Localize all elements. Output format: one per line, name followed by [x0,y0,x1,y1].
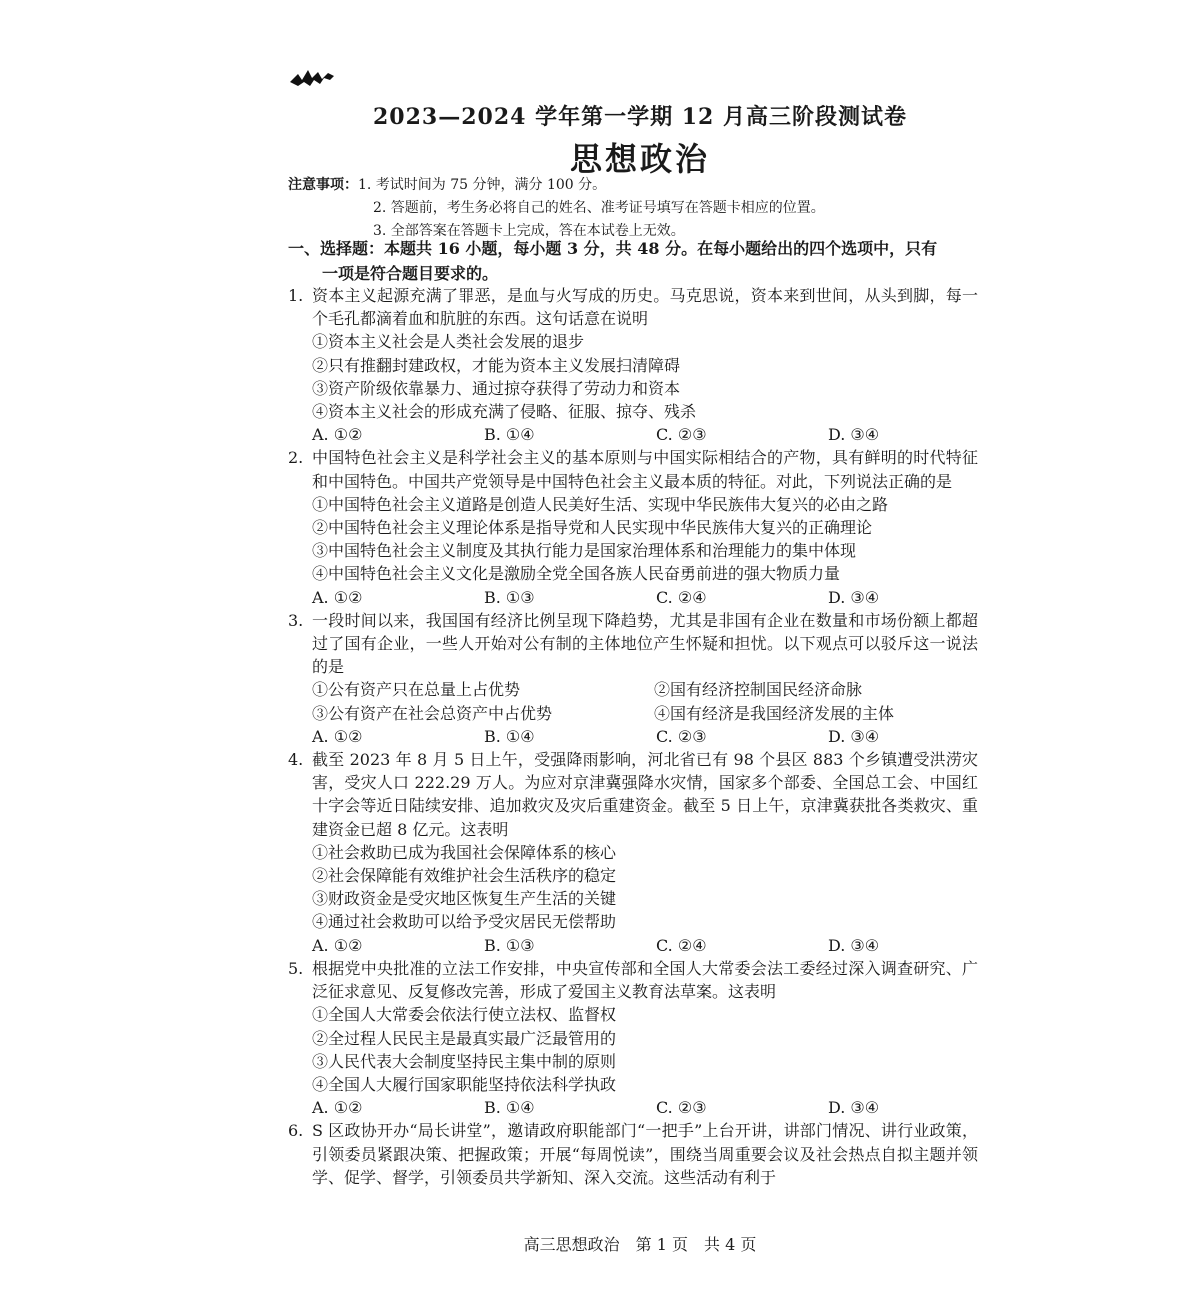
statement-option: ②国有经济控制国民经济命脉 [654,680,863,700]
answer-choices [288,934,978,957]
choice-c: C. ②③ [656,425,707,445]
notice-block [288,174,988,243]
choice-a: A. ①② [312,587,363,607]
statement-option: ②全过程人民民主是最真实最广泛最管用的 [312,1028,617,1048]
statement-option: ③中国特色社会主义制度及其执行能力是国家治理体系和治理能力的集中体现 [312,541,857,561]
question-5 [288,957,978,1119]
answer-choices [288,725,978,748]
statement-option: ③公有资产在社会总资产中占优势 [312,703,553,723]
question-number: 5. [288,958,304,978]
notice-label: 注意事项： [288,177,358,193]
answer-choices [288,586,978,609]
statement-option: ③资产阶级依靠暴力、通过掠夺获得了劳动力和资本 [312,378,681,398]
question-number: 3. [288,610,304,630]
statement-option: ②中国特色社会主义理论体系是指导党和人民实现中华民族伟大复兴的正确理论 [312,518,873,538]
notice-item: 3. 全部答案在答题卡上完成，答在本试卷上无效。 [373,223,685,239]
answer-choices [288,423,978,446]
section-heading-line: 一项是符合题目要求的。 [322,264,499,283]
question-number: 4. [288,750,304,770]
statement-option: ④通过社会救助可以给予受灾居民无偿帮助 [312,912,617,932]
statement-option: ②只有推翻封建政权，才能为资本主义发展扫清障碍 [312,355,681,375]
exam-title: 2023—2024 学年第一学期 12 月高三阶段测试卷 [372,104,908,130]
statement-option: ④全国人大履行国家职能坚持依法科学执政 [312,1074,617,1094]
choice-b: B. ①④ [484,1098,535,1118]
choice-d: D. ③④ [828,726,880,746]
choice-b: B. ①④ [484,425,535,445]
question-6 [288,1119,978,1189]
question-number: 6. [288,1121,304,1141]
choice-b: B. ①④ [484,726,535,746]
section-heading-line: 一、选择题：本题共 16 小题，每小题 3 分，共 48 分。在每小题给出的四个选项中，只有 [288,239,938,258]
statement-option: ③财政资金是受灾地区恢复生产生活的关键 [312,889,617,909]
statement-option: ①社会救助已成为我国社会保障体系的核心 [312,842,617,862]
choice-a: A. ①② [312,935,363,955]
choice-b: B. ①③ [484,935,535,955]
question-1 [288,284,978,446]
statement-option: ②社会保障能有效维护社会生活秩序的稳定 [312,866,617,886]
answer-choices [288,1096,978,1119]
choice-d: D. ③④ [828,935,880,955]
statement-option: ④国有经济是我国经济发展的主体 [654,703,895,723]
question-stem: 资本主义起源充满了罪恶，是血与火写成的历史。马克思说，资本来到世间，从头到脚，每一个毛孔都滴着血和肮脏的东西。这句话意在说明 [312,286,978,329]
question-4 [288,748,978,957]
statement-options [288,678,978,724]
publisher-logo-icon [288,64,338,90]
statement-option: ①资本主义社会是人类社会发展的退步 [312,332,585,352]
choice-c: C. ②③ [656,1098,707,1118]
choice-c: C. ②③ [656,726,707,746]
page-footer: 高三思想政治 第 1 页 共 4 页 [523,1235,757,1254]
choice-a: A. ①② [312,425,363,445]
question-list [288,284,978,1189]
question-stem: 一段时间以来，我国国有经济比例呈现下降趋势，尤其是非国有企业在数量和市场份额上都超过了国有企业，一些人开始对公有制的主体地位产生怀疑和担忧。以下观点可以驳斥这一说法的是 [312,610,978,677]
statement-option: ①公有资产只在总量上占优势 [312,680,521,700]
question-stem: 截至 2023 年 8 月 5 日上午，受强降雨影响，河北省已有 98 个县区 883 个乡镇遭受洪涝灾害，受灾人口 222.29 万人。为应对京津冀强降水灾情，国家多个部委、全国总工会、中国红十字会等近日陆续安排、追加救灾及灾后重建资金。截至 5 日上午，京津冀获批各类救灾、重建资金已超 8 亿元。这表明 [312,750,978,839]
question-number: 1. [288,286,304,305]
statement-option: ④中国特色社会主义文化是激励全党全国各族人民奋勇前进的强大物质力量 [312,564,841,584]
question-2 [288,446,978,608]
choice-d: D. ③④ [828,1098,880,1118]
subject-title: 思想政治 [569,140,710,178]
statement-option: ①中国特色社会主义道路是创造人民美好生活、实现中华民族伟大复兴的必由之路 [312,494,889,514]
choice-c: C. ②④ [656,587,707,607]
statement-option: ③人民代表大会制度坚持民主集中制的原则 [312,1051,617,1071]
choice-a: A. ①② [312,726,363,746]
question-stem: S 区政协开办“局长讲堂”，邀请政府职能部门“一把手”上台开讲，讲部门情况、讲行业政策，引领委员紧跟决策、把握政策；开展“每周悦读”，围绕当周重要会议及社会热点自拟主题并领学、促学、督学，引领委员共学新知、深入交流。这些活动有利于 [312,1121,978,1187]
question-number: 2. [288,448,304,468]
statement-option: ①全国人大常委会依法行使立法权、监督权 [312,1005,617,1025]
notice-item: 2. 答题前，考生务必将自己的姓名、准考证号填写在答题卡相应的位置。 [373,200,825,216]
choice-c: C. ②④ [656,935,707,955]
question-stem: 中国特色社会主义是科学社会主义的基本原则与中国实际相结合的产物，具有鲜明的时代特征和中国特色。中国共产党领导是中国特色社会主义最本质的特征。对此，下列说法正确的是 [312,448,978,491]
question-3 [288,609,978,748]
question-stem: 根据党中央批准的立法工作安排，中央宣传部和全国人大常委会法工委经过深入调查研究、广泛征求意见、反复修改完善，形成了爱国主义教育法草案。这表明 [312,958,978,1002]
choice-a: A. ①② [312,1098,363,1118]
choice-b: B. ①③ [484,587,535,607]
notice-item: 1. 考试时间为 75 分钟，满分 100 分。 [358,177,607,193]
choice-d: D. ③④ [828,425,880,445]
choice-d: D. ③④ [828,587,880,607]
statement-option: ④资本主义社会的形成充满了侵略、征服、掠夺、残杀 [312,402,697,422]
section-heading [288,236,978,286]
